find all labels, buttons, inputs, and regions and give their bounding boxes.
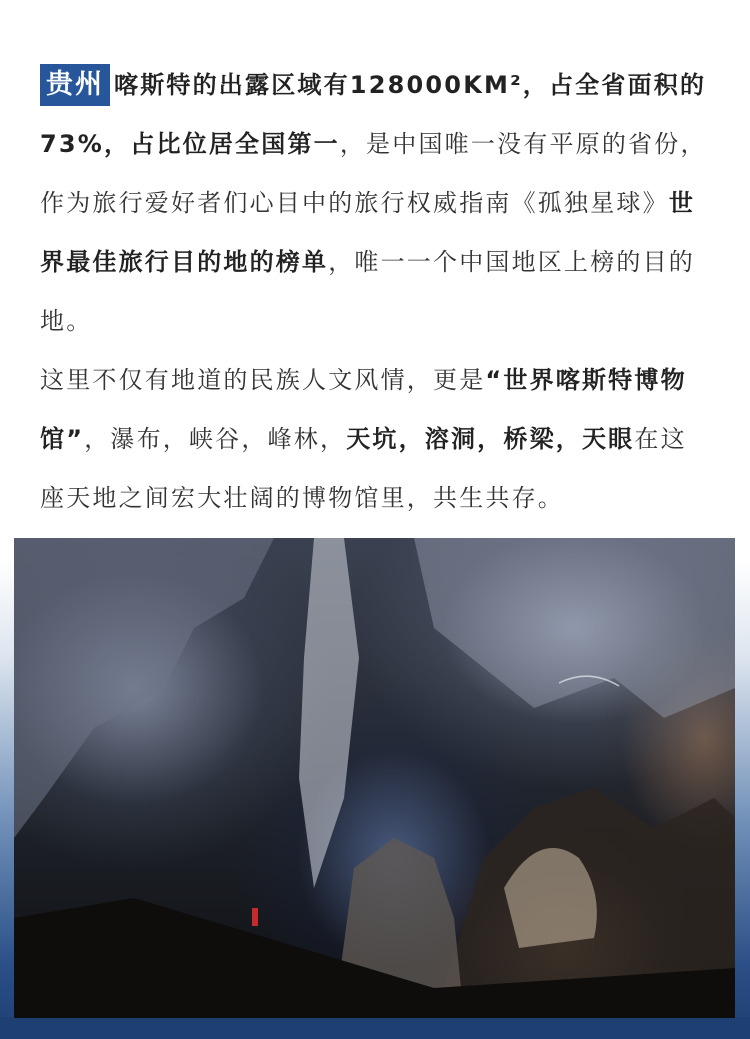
landform-highlights: 天坑，溶洞，桥梁，天眼: [346, 425, 635, 453]
karst-area-fact: 喀斯特的出露区域有128000KM²，占全省面积的73%，占比位居全国第一: [40, 71, 707, 158]
paragraph-1: [40, 56, 712, 351]
no-plains-fact: ，是中国唯一没有平原的省份，作为旅行爱好者们心目中的旅行权威指南《孤独星球》: [40, 130, 707, 217]
karst-museum-title: “世界喀斯特博物馆”: [40, 366, 687, 453]
cave-wall-left: [14, 538, 274, 838]
ethnic-culture-text: 这里不仅有地道的民族人文风情，更是: [40, 366, 486, 394]
bottom-bar: [0, 1017, 750, 1039]
article-text: [40, 56, 712, 528]
coexist-text: 在这座天地之间宏大壮阔的博物馆里，共生共存。: [40, 425, 687, 512]
only-chinese-destination: ，唯一一个中国地区上榜的目的地。: [40, 248, 696, 335]
best-destination-list: 世界最佳旅行目的地的榜单: [40, 189, 696, 276]
landscape-list: ，瀑布，峡谷，峰林，: [84, 425, 347, 453]
cave-photo: [14, 538, 735, 1018]
cave-illustration: [14, 538, 735, 1018]
region-tag: 贵州: [40, 64, 110, 106]
paragraph-2: [40, 351, 712, 528]
cave-ceiling: [414, 538, 735, 718]
cave-column: [299, 538, 359, 888]
explorer-figure: [252, 908, 258, 926]
